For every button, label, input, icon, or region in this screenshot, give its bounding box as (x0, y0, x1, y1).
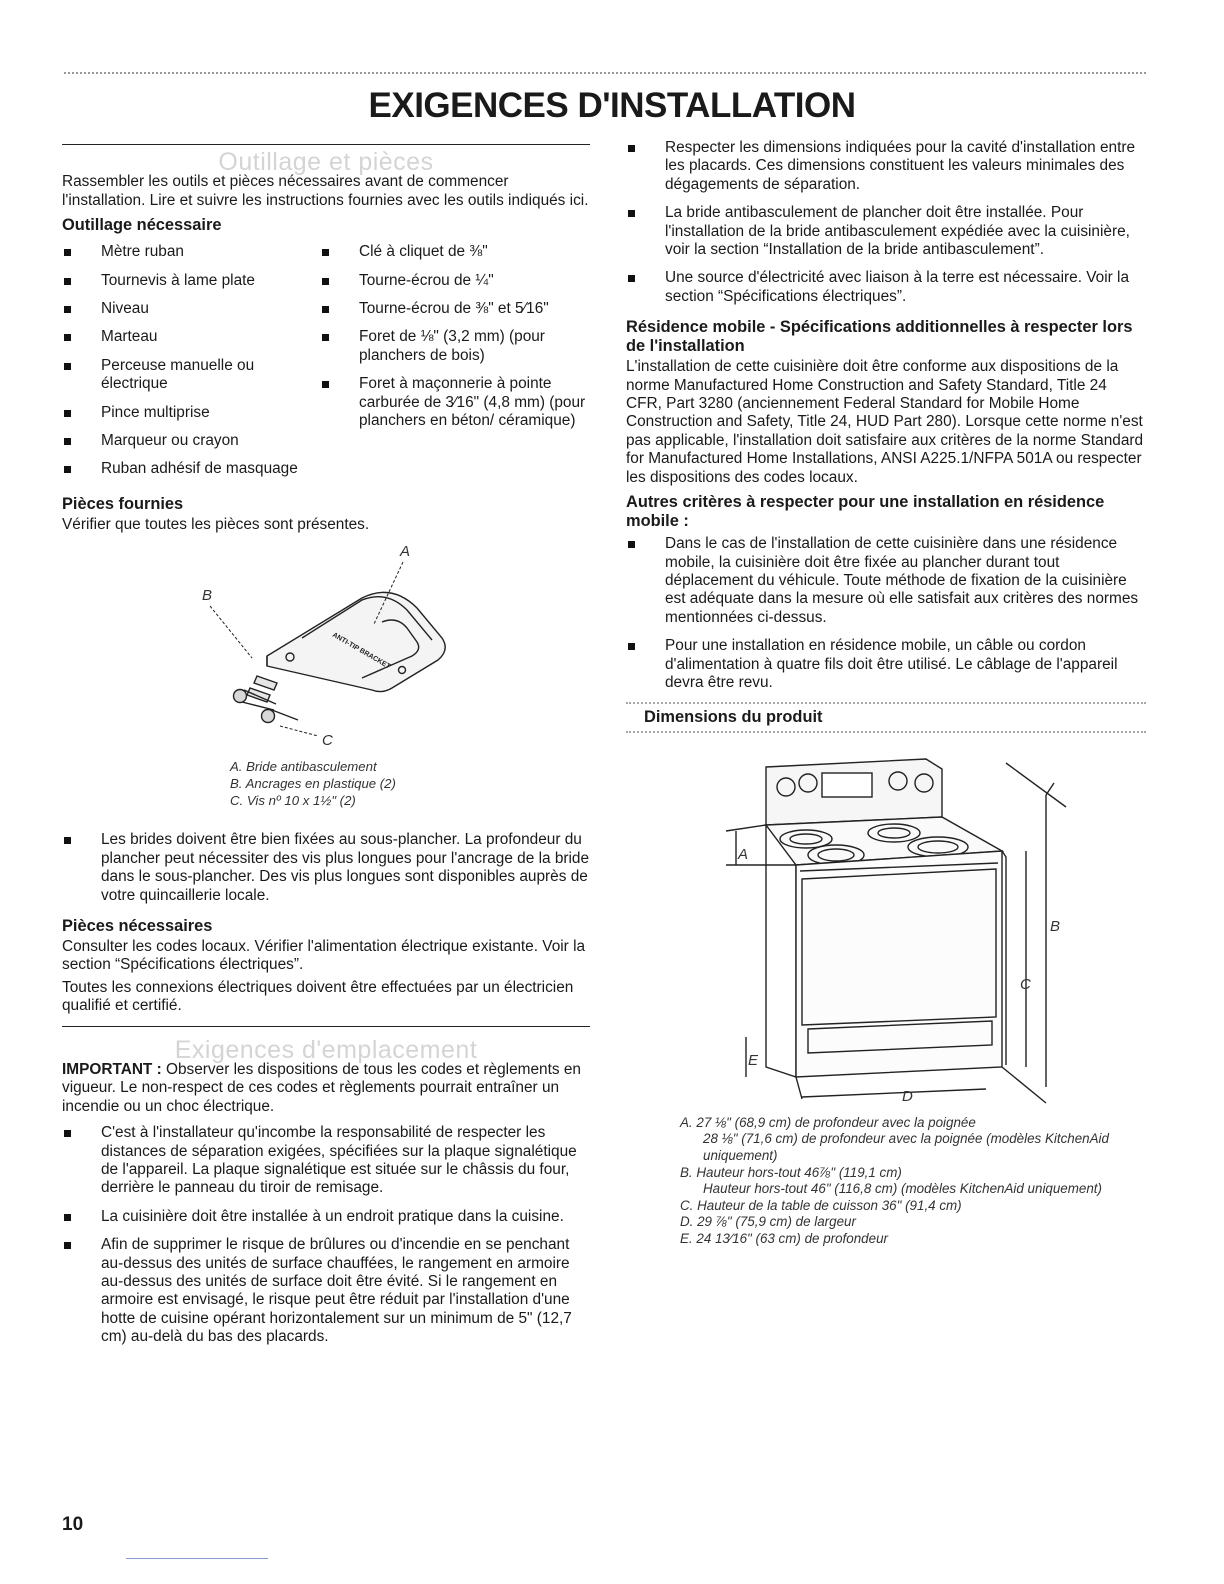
list-item: Foret de ⅛" (3,2 mm) (pour planchers de bois) (320, 328, 590, 365)
tools-intro: Rassembler les outils et pièces nécessaires avant de commencer l'installation. Lire et suivre les instructions fournies avec les outils indiqués ici. (62, 173, 589, 209)
list-item: Respecter les dimensions indiquées pour la cavité d'installation entre les placards. Ces dimensions constituent les valeurs minimales des dégagements de séparation. (626, 139, 1146, 194)
list-item: Pince multiprise (62, 404, 320, 422)
legend-item: B. Hauteur hors-tout 46⅞" (119,1 cm) (680, 1164, 902, 1180)
legend-subitem: 28 ⅛" (71,6 cm) de profondeur avec la poignée (modèles KitchenAid uniquement) (703, 1131, 1109, 1163)
legend-item: A. Bride antibasculement (230, 759, 377, 775)
section-rule (62, 1026, 590, 1027)
tools-heading: Outillage nécessaire (62, 216, 222, 235)
required-paragraph: Toutes les connexions électriques doivent être effectuées par un électricien qualifié et certifié. (62, 978, 574, 1015)
label-e: E (748, 1051, 759, 1069)
legend-item: C. Hauteur de la table de cuisson 36" (91,4 cm) (680, 1197, 962, 1213)
list-item: La cuisinière doit être installée à un endroit pratique dans la cuisine. (62, 1208, 590, 1226)
list-item: C'est à l'installateur qu'incombe la responsabilité de respecter les distances de séparation exigées, spécifiées sur la plaque signalétique de l'appareil. La plaque signalétique est située sur le châssis du four, derrière le panneau du tiroir de remisage. (62, 1124, 590, 1198)
location-list (62, 1124, 590, 1346)
location-section-title: Exigences d'emplacement (174, 1035, 478, 1064)
list-item: Une source d'électricité avec liaison à la terre est nécessaire. Voir la section “Spécifications électriques”. (626, 269, 1146, 306)
legend-item: A. 27 ⅛" (68,9 cm) de profondeur avec la poignée (680, 1114, 976, 1130)
label-d: D (902, 1087, 913, 1105)
label-b: B (1050, 917, 1061, 935)
list-item: Perceuse manuelle ou électrique (62, 357, 320, 394)
legend-item: D. 29 ⅞" (75,9 cm) de largeur (680, 1214, 856, 1230)
tools-list-col1 (62, 243, 320, 489)
label-c: C (322, 732, 333, 749)
important-paragraph (62, 1061, 590, 1116)
list-item: La bride antibasculement de plancher doit être installée. Pour l'installation de la bride antibasculement expédiée avec la cuisinière, voir la section “Installation de la bride antibasculement”. (626, 204, 1146, 259)
dotted-rule (626, 702, 1146, 704)
list-item: Foret à maçonnerie à pointe carburée de 3⁄16" (4,8 mm) (pour planchers en béton/ céramique) (320, 375, 590, 430)
dimensions-legend (680, 1115, 1146, 1248)
list-item: Tournevis à lame plate (62, 272, 320, 290)
important-label: IMPORTANT : (62, 1060, 162, 1078)
anti-tip-bracket-figure (62, 538, 590, 748)
list-item: Dans le cas de l'installation de cette cuisinière dans une résidence mobile, la cuisinière doit être fixée au plancher durant tout déplacement du véhicule. Toute méthode de fixation de la cuisinière est adéquate dans la mesure où elle satisfait aux critères des normes mentionnées ci-dessus. (626, 535, 1146, 627)
list-item: Tourne-écrou de ¼" (320, 272, 590, 290)
parts-intro: Vérifier que toutes les pièces sont présentes. (62, 515, 370, 533)
page-number: 10 (62, 1514, 84, 1535)
dotted-rule (626, 731, 1146, 733)
label-a: A (738, 845, 749, 863)
bracket-text: ANTI-TIP BRACKET (331, 631, 392, 671)
legend-item: E. 24 13⁄16" (63 cm) de profondeur (680, 1230, 888, 1246)
left-column (62, 144, 590, 1357)
list-item: Clé à cliquet de ⅜" (320, 243, 590, 261)
footer-rule (126, 1558, 268, 1559)
section-rule (62, 144, 590, 145)
bracket-illustration (62, 538, 590, 748)
right-column (626, 139, 1146, 1248)
parts-legend (230, 758, 590, 809)
legend-subitem: Hauteur hors-tout 46" (116,8 cm) (modèles KitchenAid uniquement) (703, 1181, 1102, 1197)
range-illustration (626, 747, 1146, 1117)
dimensions-heading: Dimensions du produit (644, 708, 823, 727)
list-item: Tourne-écrou de ⅜" et 5⁄16" (320, 300, 590, 318)
cavity-list (626, 139, 1146, 306)
parts-heading: Pièces fournies (62, 494, 184, 513)
page-title: EXIGENCES D'INSTALLATION (368, 86, 856, 125)
tools-list-col2 (320, 243, 590, 489)
list-item: Ruban adhésif de masquage (62, 460, 320, 478)
label-b: B (202, 587, 213, 605)
top-dotted-rule (64, 72, 1146, 74)
list-item: Mètre ruban (62, 243, 320, 261)
list-item: Les brides doivent être bien fixées au sous-plancher. La profondeur du plancher peut nécessiter des vis plus longues pour l'ancrage de la bride dans le sous-plancher. Des vis plus longues sont disponibles auprès de votre quincaillerie locale. (62, 831, 590, 905)
label-a: A (400, 543, 411, 561)
mobile-paragraph: L'installation de cette cuisinière doit être conforme aux dispositions de la norme Manufactured Home Construction and Safety Standard, Title 24 CFR, Part 3280 (anciennement Federal Standard for Mobile Home Construction and Safety, Title 24, HUD Part 280). Lorsque cette norme n'est pas applicable, l'installation doit satisfaire aux critères de la norme Standard for Manufactured Home Installations, ANSI A225.1/NFPA 501A ou respecter les dispositions des codes locaux. (626, 358, 1144, 486)
legend-item: B. Ancrages en plastique (2) (230, 776, 396, 792)
tools-list (62, 243, 590, 489)
tools-section-title: Outillage et pièces (218, 148, 434, 176)
list-item: Marteau (62, 328, 320, 346)
required-paragraph: Consulter les codes locaux. Vérifier l'alimentation électrique existante. Voir la section “Spécifications électriques”. (62, 937, 586, 974)
legend-item: C. Vis nº 10 x 1½" (2) (230, 793, 356, 809)
important-text: Observer les dispositions de tous les codes et règlements en vigueur. Le non-respect de ces codes et règlements pourrait entraîner un incendie ou un choc électrique. (62, 1060, 581, 1115)
list-item: Afin de supprimer le risque de brûlures ou d'incendie en se penchant au-dessus des unités de surface chauffées, le rangement en armoire au-dessus des unités de surface doit être évité. Si le rangement en armoire est envisagé, le risque peut être réduit par l'installation d'une hotte de cuisine opérant horizontalement sur un minimum de 5" (12,7 cm) au-delà du bas des placards. (62, 1236, 590, 1346)
range-dimensions-figure (626, 747, 1146, 1117)
required-heading: Pièces nécessaires (62, 916, 213, 935)
list-item: Marqueur ou crayon (62, 432, 320, 450)
other-criteria-heading: Autres critères à respecter pour une installation en résidence mobile : (626, 493, 1105, 531)
bracket-notes (62, 831, 590, 905)
list-item: Pour une installation en résidence mobile, un câble ou cordon d'alimentation à quatre fils doit être utilisé. Le câblage de l'appareil devra être revu. (626, 637, 1146, 692)
label-c: C (1020, 975, 1031, 993)
mobile-list (626, 535, 1146, 692)
list-item: Niveau (62, 300, 320, 318)
mobile-heading: Résidence mobile - Spécifications additionnelles à respecter lors de l'installation (626, 318, 1133, 356)
